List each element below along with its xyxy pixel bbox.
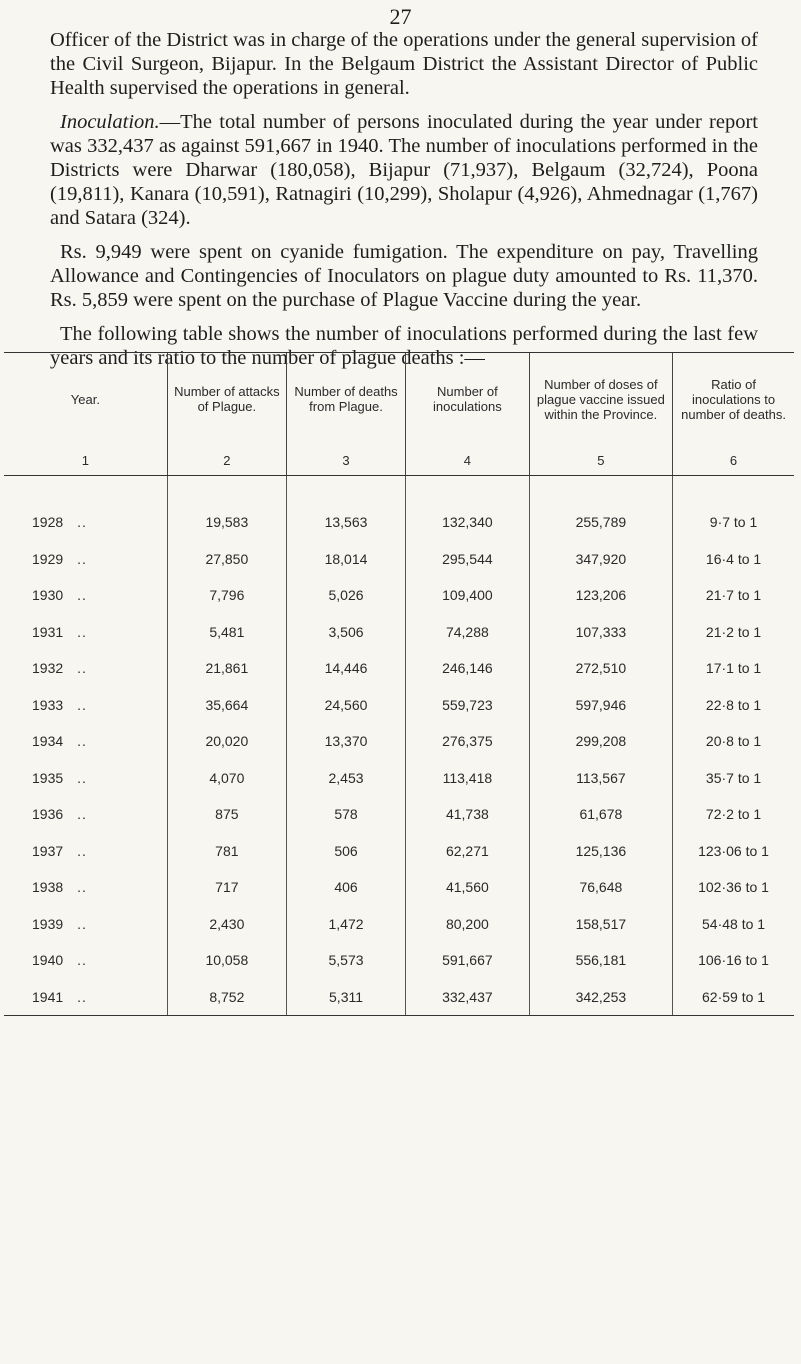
column-number: 1 — [4, 445, 167, 476]
cell-ratio: 62·59 to 1 — [673, 979, 794, 1016]
table-row — [4, 687, 794, 724]
cell-inoculations: 591,667 — [406, 942, 530, 979]
cell-inoculations: 246,146 — [406, 650, 530, 687]
year-label: 1935 — [32, 769, 64, 786]
cell-attacks: 20,020 — [167, 723, 286, 760]
table-row — [4, 906, 794, 943]
cell-year — [4, 979, 167, 1016]
cell-doses: 113,567 — [529, 760, 672, 797]
cell-inoculations: 332,437 — [406, 979, 530, 1016]
year-label: 1928 — [32, 514, 64, 531]
cell-attacks: 781 — [167, 833, 286, 870]
table-row — [4, 833, 794, 870]
cell-doses: 556,181 — [529, 942, 672, 979]
cell-deaths: 18,014 — [286, 541, 405, 578]
cell-inoculations: 113,418 — [406, 760, 530, 797]
inoculation-text: —The total number of persons inoculated during the year under report was 332,437 as against 591,667 in 1940. The number of inoculations performed in the Districts were Dharwar (180,058), Bijapur (71,937), Belgaum (32,724), Poona (19,811), Kanara (10,591), Ratnagiri (10,299), Sholapur (4,926), Ahmednagar (1,767) and Satara (324). — [50, 111, 758, 229]
cell-deaths: 24,560 — [286, 687, 405, 724]
column-number: 5 — [529, 445, 672, 476]
leader-dots: .. — [77, 514, 87, 531]
table-row — [4, 504, 794, 541]
cell-doses: 597,946 — [529, 687, 672, 724]
table-row — [4, 760, 794, 797]
cell-ratio: 54·48 to 1 — [673, 906, 794, 943]
inoculation-heading: Inoculation. — [60, 111, 160, 133]
cell-year — [4, 796, 167, 833]
cell-year — [4, 760, 167, 797]
inoculation-table — [4, 352, 794, 1016]
cell-attacks: 4,070 — [167, 760, 286, 797]
leader-dots: .. — [77, 915, 87, 932]
leader-dots: .. — [77, 879, 87, 896]
header-year: Year. — [4, 353, 167, 446]
cell-inoculations: 41,738 — [406, 796, 530, 833]
table-row — [4, 723, 794, 760]
cell-year — [4, 723, 167, 760]
page-number: 27 — [389, 4, 412, 29]
table-row — [4, 541, 794, 578]
table-row — [4, 942, 794, 979]
cell-deaths: 1,472 — [286, 906, 405, 943]
leader-dots: .. — [77, 550, 87, 567]
table-spacer-row — [4, 476, 794, 505]
cell-ratio: 20·8 to 1 — [673, 723, 794, 760]
cell-doses: 255,789 — [529, 504, 672, 541]
cell-year — [4, 614, 167, 651]
cell-inoculations: 80,200 — [406, 906, 530, 943]
year-label: 1929 — [32, 550, 64, 567]
cell-ratio: 9·7 to 1 — [673, 504, 794, 541]
year-label: 1940 — [32, 952, 64, 969]
cell-deaths: 13,563 — [286, 504, 405, 541]
paragraph-expenditure: Rs. 9,949 were spent on cyanide fumigation. The expenditure on pay, Travelling Allowance and Contingencies of Inoculators on plague duty amounted to Rs. 11,370. Rs. 5,859 were spent on the purchase of Plague Vaccine during the year. — [50, 241, 758, 311]
header-ratio: Ratio of inoculations to number of deaths. — [673, 353, 794, 446]
cell-attacks: 10,058 — [167, 942, 286, 979]
cell-year — [4, 833, 167, 870]
leader-dots: .. — [77, 988, 87, 1005]
cell-year — [4, 577, 167, 614]
leader-dots: .. — [77, 623, 87, 640]
cell-attacks: 27,850 — [167, 541, 286, 578]
cell-attacks: 35,664 — [167, 687, 286, 724]
cell-doses: 299,208 — [529, 723, 672, 760]
table-header-row — [4, 353, 794, 446]
leader-dots: .. — [77, 842, 87, 859]
cell-doses: 272,510 — [529, 650, 672, 687]
cell-attacks: 2,430 — [167, 906, 286, 943]
column-number: 2 — [167, 445, 286, 476]
cell-doses: 61,678 — [529, 796, 672, 833]
cell-year — [4, 906, 167, 943]
column-number: 6 — [673, 445, 794, 476]
year-label: 1941 — [32, 988, 64, 1005]
cell-attacks: 8,752 — [167, 979, 286, 1016]
cell-inoculations: 559,723 — [406, 687, 530, 724]
table-row — [4, 577, 794, 614]
year-label: 1930 — [32, 587, 64, 604]
cell-year — [4, 687, 167, 724]
cell-year — [4, 869, 167, 906]
cell-ratio: 106·16 to 1 — [673, 942, 794, 979]
leader-dots: .. — [77, 952, 87, 969]
cell-deaths: 506 — [286, 833, 405, 870]
cell-ratio: 123·06 to 1 — [673, 833, 794, 870]
table-row — [4, 796, 794, 833]
cell-inoculations: 132,340 — [406, 504, 530, 541]
cell-deaths: 5,311 — [286, 979, 405, 1016]
table-row — [4, 979, 794, 1016]
leader-dots: .. — [77, 696, 87, 713]
cell-ratio: 21·2 to 1 — [673, 614, 794, 651]
cell-attacks: 19,583 — [167, 504, 286, 541]
leader-dots: .. — [77, 587, 87, 604]
cell-deaths: 3,506 — [286, 614, 405, 651]
inoculation-table-grid — [4, 352, 794, 1016]
table-row — [4, 869, 794, 906]
cell-ratio: 35·7 to 1 — [673, 760, 794, 797]
cell-doses: 76,648 — [529, 869, 672, 906]
cell-deaths: 5,026 — [286, 577, 405, 614]
year-label: 1934 — [32, 733, 64, 750]
cell-inoculations: 276,375 — [406, 723, 530, 760]
header-deaths: Number of deaths from Plague. — [286, 353, 405, 446]
year-label: 1932 — [32, 660, 64, 677]
cell-year — [4, 541, 167, 578]
leader-dots: .. — [77, 660, 87, 677]
table-column-number-row — [4, 445, 794, 476]
leader-dots: .. — [77, 806, 87, 823]
cell-year — [4, 942, 167, 979]
cell-attacks: 21,861 — [167, 650, 286, 687]
table-body — [4, 476, 794, 1016]
cell-ratio: 102·36 to 1 — [673, 869, 794, 906]
header-doses: Number of doses of plague vaccine issued within the Province. — [529, 353, 672, 446]
paragraph-officer: Officer of the District was in charge of the operations under the general supervision of the Civil Surgeon, Bijapur. In the Belgaum District the Assistant Director of Public Health supervised the operations in general. — [50, 29, 758, 99]
year-label: 1931 — [32, 623, 64, 640]
cell-inoculations: 109,400 — [406, 577, 530, 614]
cell-ratio: 72·2 to 1 — [673, 796, 794, 833]
leader-dots: .. — [77, 733, 87, 750]
cell-year — [4, 504, 167, 541]
cell-doses: 123,206 — [529, 577, 672, 614]
column-number: 4 — [406, 445, 530, 476]
body-text — [50, 28, 758, 380]
cell-attacks: 7,796 — [167, 577, 286, 614]
cell-attacks: 875 — [167, 796, 286, 833]
paragraph-inoculation — [50, 110, 758, 230]
cell-inoculations: 74,288 — [406, 614, 530, 651]
year-label: 1939 — [32, 915, 64, 932]
cell-doses: 342,253 — [529, 979, 672, 1016]
table-row — [4, 614, 794, 651]
year-label: 1937 — [32, 842, 64, 859]
cell-deaths: 578 — [286, 796, 405, 833]
header-inoculations: Number of inoculations — [406, 353, 530, 446]
year-label: 1938 — [32, 879, 64, 896]
cell-deaths: 406 — [286, 869, 405, 906]
cell-ratio: 22·8 to 1 — [673, 687, 794, 724]
cell-ratio: 16·4 to 1 — [673, 541, 794, 578]
cell-ratio: 17·1 to 1 — [673, 650, 794, 687]
cell-deaths: 2,453 — [286, 760, 405, 797]
cell-inoculations: 62,271 — [406, 833, 530, 870]
cell-deaths: 14,446 — [286, 650, 405, 687]
cell-deaths: 5,573 — [286, 942, 405, 979]
header-attacks: Number of attacks of Plague. — [167, 353, 286, 446]
cell-inoculations: 295,544 — [406, 541, 530, 578]
paragraph-table-intro: The following table shows the number of inoculations performed during the last few years and its ratio to the number of plague deaths :— — [50, 323, 758, 369]
cell-inoculations: 41,560 — [406, 869, 530, 906]
cell-doses: 107,333 — [529, 614, 672, 651]
column-number: 3 — [286, 445, 405, 476]
cell-doses: 125,136 — [529, 833, 672, 870]
year-label: 1936 — [32, 806, 64, 823]
cell-attacks: 717 — [167, 869, 286, 906]
cell-deaths: 13,370 — [286, 723, 405, 760]
year-label: 1933 — [32, 696, 64, 713]
leader-dots: .. — [77, 769, 87, 786]
cell-year — [4, 650, 167, 687]
cell-doses: 347,920 — [529, 541, 672, 578]
table-row — [4, 650, 794, 687]
cell-doses: 158,517 — [529, 906, 672, 943]
cell-attacks: 5,481 — [167, 614, 286, 651]
cell-ratio: 21·7 to 1 — [673, 577, 794, 614]
